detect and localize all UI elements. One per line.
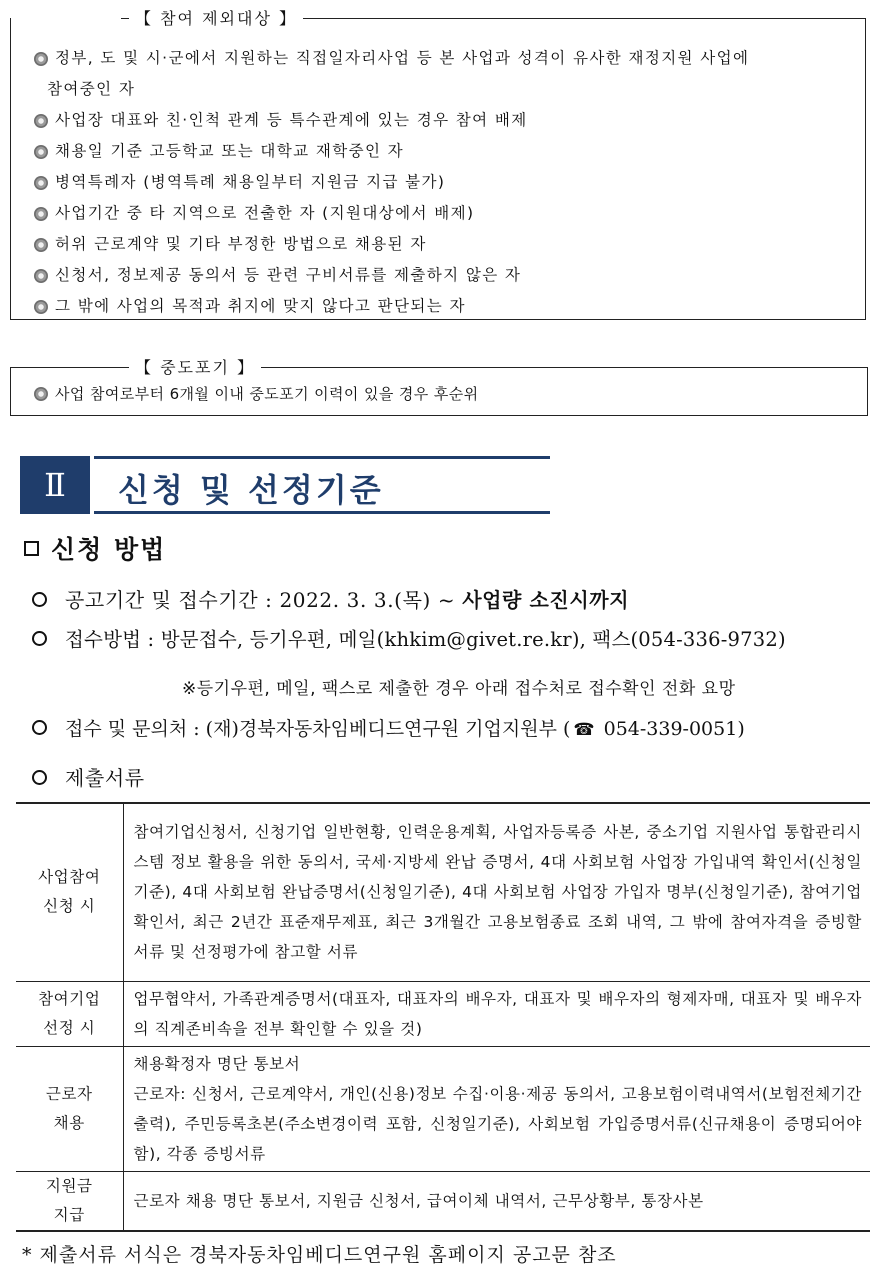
- section-number: Ⅱ: [20, 456, 90, 514]
- period-bold-text: 사업량 소진시까지: [462, 588, 630, 612]
- row-body: 채용확정자 명단 통보서 근로자: 신청서, 근로계약서, 개인(신용)정보 수집·이용·제공 동의서, 고용보험이력내역서(보험전체기간 출력), 주민등록초본(주소변경이력 포함, 신청일기준), 사회보험 가입증명서류(신규채용이 증명되어야 함), 각종 증빙서류: [123, 1046, 870, 1171]
- exclusion-item: 사업기간 중 타 지역으로 전출한 자 (지원대상에서 배제): [11, 198, 865, 229]
- footnote: * 제출서류 서식은 경북자동차임베디드연구원 홈페이지 공고문 참조: [22, 1244, 617, 1266]
- row-label: 사업참여 신청 시: [16, 803, 123, 981]
- bullet-icon: [34, 387, 48, 401]
- row-label: 지원금 지급: [16, 1171, 123, 1231]
- row-body: 업무협약서, 가족관계증명서(대표자, 대표자의 배우자, 대표자 및 배우자의 형제자매, 대표자 및 배우자의 직계존비속을 전부 확인할 수 있을 것): [123, 981, 870, 1046]
- section-title: 신청 및 선정기준: [118, 471, 384, 509]
- receipt-note: ※등기우편, 메일, 팩스로 제출한 경우 아래 접수처로 접수확인 전화 요망: [182, 679, 736, 699]
- circle-bullet-icon: [32, 631, 47, 646]
- exclusion-list: [11, 43, 865, 322]
- table-row: [16, 1046, 870, 1171]
- exclusion-item: 병역특례자 (병역특례 채용일부터 지원금 지급 불가): [11, 167, 865, 198]
- bullet-icon: [34, 114, 48, 128]
- table-row: [16, 803, 870, 981]
- receipt-text: 접수방법 : 방문접수, 등기우편, 메일(khkim@givet.re.kr), 팩스(054-336-9732): [65, 628, 786, 651]
- period-text: 공고기간 및 접수기간 : 2022. 3. 3.(목) ~: [65, 588, 463, 612]
- contact-line: [32, 714, 745, 741]
- exclusion-item-continuation: 참여중인 자: [47, 80, 136, 98]
- exclusion-item: 사업장 대표와 친·인척 관계 등 특수관계에 있는 경우 참여 배제: [11, 105, 865, 136]
- period-line: [32, 584, 629, 613]
- bullet-icon: [34, 300, 48, 314]
- exclusion-item: 정부, 도 및 시·군에서 지원하는 직접일자리사업 등 본 사업과 성격이 유사한 재정지원 사업에: [11, 43, 865, 74]
- contact-phone: 054-339-0051): [597, 718, 745, 740]
- section-heading: [20, 456, 550, 514]
- section-title-frame: [94, 456, 550, 514]
- row-body: 참여기업신청서, 신청기업 일반현황, 인력운용계획, 사업자등록증 사본, 중소기업 지원사업 통합관리시스템 정보 활용을 위한 동의서, 국세·지방세 완납 증명서, 4대 사회보험 사업장 가입내역 확인서(신청일기준), 4대 사회보험 완납증명서(신청일기준), 4대 사회보험 사업장 가입자 명부(신청일기준), 참여기업 확인서, 최근 2년간 표준재무제표, 최근 3개월간 고용보험종료 조회 내역, 그 밖에 참여자격을 증빙할 서류 및 선정평가에 참고할 서류: [123, 803, 870, 981]
- exclusion-item: 허위 근로계약 및 기타 부정한 방법으로 채용된 자: [11, 229, 865, 260]
- bullet-icon: [34, 52, 48, 66]
- bullet-icon: [34, 207, 48, 221]
- exclusion-box: [10, 9, 866, 320]
- telephone-icon: ☎: [573, 720, 595, 740]
- bullet-icon: [34, 269, 48, 283]
- circle-bullet-icon: [32, 592, 47, 607]
- bullet-icon: [34, 145, 48, 159]
- subsection-title: 신청 방법: [51, 535, 167, 564]
- dropout-box-title: 【 중도포기 】: [129, 355, 261, 378]
- row-body: 근로자 채용 명단 통보서, 지원금 신청서, 급여이체 내역서, 근무상황부, 통장사본: [123, 1171, 870, 1231]
- subsection-heading: [24, 530, 166, 566]
- contact-text: 접수 및 문의처 : (재)경북자동차임베디드연구원 기업지원부 (: [65, 718, 571, 740]
- documents-table: [16, 802, 870, 1232]
- documents-label: 제출서류: [65, 766, 145, 790]
- circle-bullet-icon: [32, 770, 47, 785]
- exclusion-box-title: 【 참여 제외대상 】: [129, 6, 303, 29]
- table-row: [16, 1171, 870, 1231]
- receipt-line: [32, 624, 786, 652]
- exclusion-item: 신청서, 정보제공 동의서 등 관련 구비서류를 제출하지 않은 자: [11, 260, 865, 291]
- circle-bullet-icon: [32, 720, 47, 735]
- exclusion-item: 그 밖에 사업의 목적과 취지에 맞지 않다고 판단되는 자: [11, 291, 865, 322]
- checkbox-square-icon: [24, 541, 39, 556]
- exclusion-item: 채용일 기준 고등학교 또는 대학교 재학중인 자: [11, 136, 865, 167]
- bullet-icon: [34, 176, 48, 190]
- bullet-icon: [34, 238, 48, 252]
- dropout-item: 사업 참여로부터 6개월 이내 중도포기 이력이 있을 경우 후순위: [11, 381, 867, 407]
- documents-line: [32, 762, 145, 791]
- table-row: [16, 981, 870, 1046]
- dropout-box: [10, 358, 868, 416]
- row-label: 근로자 채용: [16, 1046, 123, 1171]
- row-label: 참여기업 선정 시: [16, 981, 123, 1046]
